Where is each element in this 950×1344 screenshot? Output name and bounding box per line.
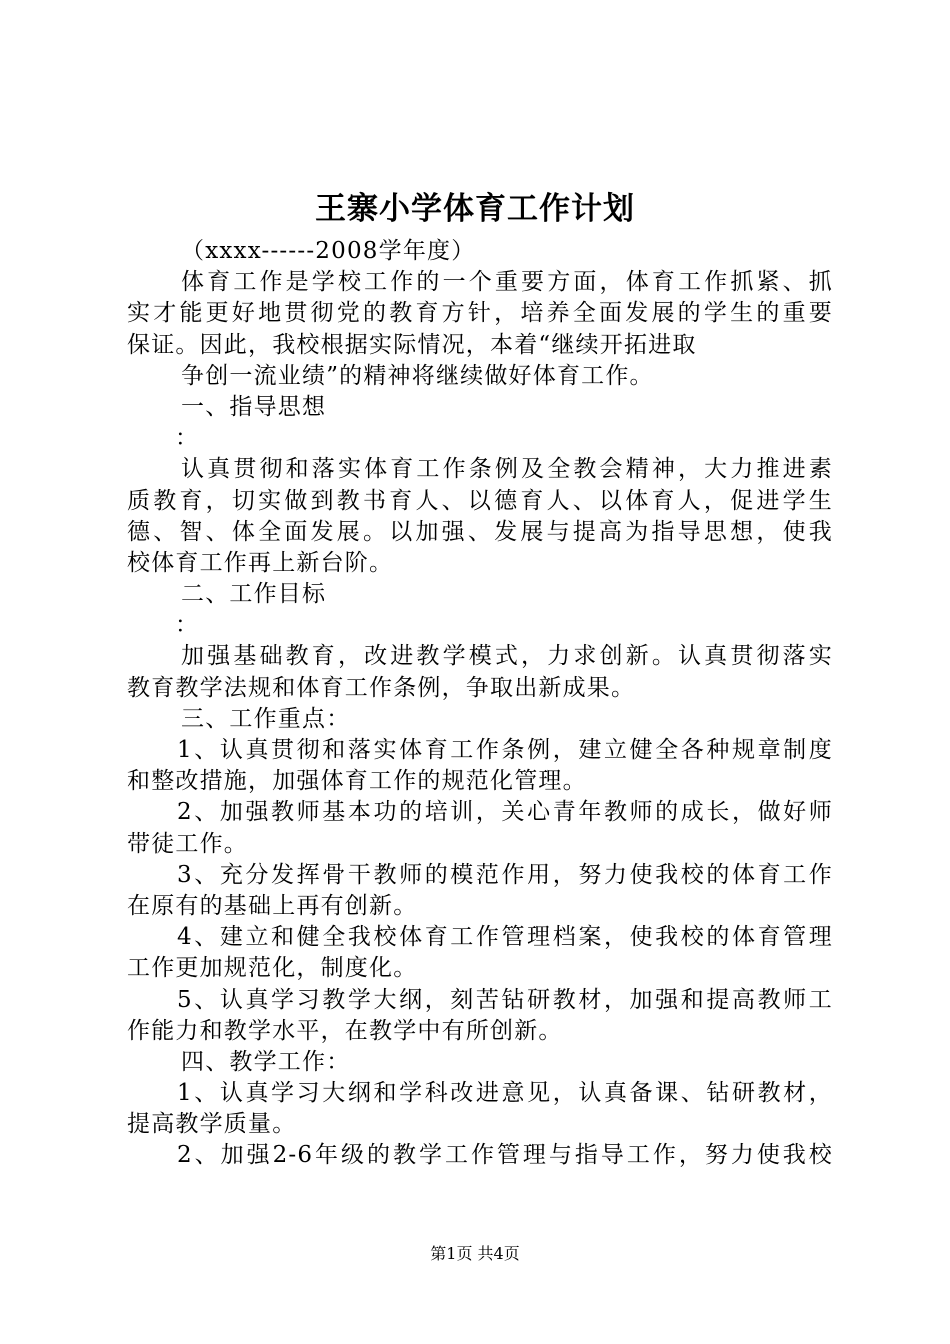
body-line: 实才能更好地贯彻党的教育方针，培养全面发展的学生的重要 [127,300,833,327]
page-footer: 第1页 共4页 [430,1244,520,1263]
body-line: 和整改措施，加强体育工作的规范化管理。 [127,768,587,795]
body-line: ： [175,425,200,452]
body-line: 3、充分发挥骨干教师的模范作用，努力使我校的体育工作 [177,861,833,888]
body-line: 带徒工作。 [127,830,248,857]
body-line: 2、加强2-6年级的教学工作管理与指导工作，努力使我校 [177,1142,833,1169]
body-line: 4、建立和健全我校体育工作管理档案，使我校的体育管理 [177,924,833,951]
body-line: ： [175,612,200,639]
body-line: 2、加强教师基本功的培训，关心青年教师的成长，做好师 [177,799,833,826]
body-line: 工作更加规范化，制度化。 [127,955,418,982]
body-line: 一、指导思想 [181,393,327,420]
body-line: 教育教学法规和体育工作条例，争取出新成果。 [127,674,636,701]
body-line: 在原有的基础上再有创新。 [127,892,418,919]
body-line: 质教育，切实做到教书育人、以德育人、以体育人，促进学生 [127,487,833,514]
body-line: 体育工作是学校工作的一个重要方面，体育工作抓紧、抓 [181,269,833,296]
body-line: 德、智、体全面发展。以加强、发展与提高为指导思想，使我 [127,518,833,545]
body-line: 争创一流业绩”的精神将继续做好体育工作。 [181,362,654,389]
body-line: 认真贯彻和落实体育工作条例及全教会精神，大力推进素 [181,456,833,483]
body-line: 1、认真贯彻和落实体育工作条例，建立健全各种规章制度 [177,737,833,763]
body-line: （xxxx------2008学年度） [181,238,476,264]
body-line: 加强基础教育，改进教学模式，力求创新。认真贯彻落实 [181,643,833,670]
body-line: 三、工作重点： [181,705,351,732]
body-line: 5、认真学习教学大纲，刻苦钻研教材，加强和提高教师工 [177,986,833,1013]
document-title: 王寨小学体育工作计划 [315,191,635,227]
body-line: 校体育工作再上新台阶。 [127,549,394,576]
body-line: 作能力和教学水平，在教学中有所创新。 [127,1017,563,1044]
body-line: 提高教学质量。 [127,1111,297,1138]
document-body [127,236,833,1172]
body-line: 保证。因此，我校根据实际情况，本着“继续开拓进取 [127,331,697,358]
body-line: 二、工作目标 [181,581,327,608]
body-line: 1、认真学习大纲和学科改进意见，认真备课、钻研教材， [177,1080,833,1107]
body-line: 四、教学工作： [181,1048,351,1075]
